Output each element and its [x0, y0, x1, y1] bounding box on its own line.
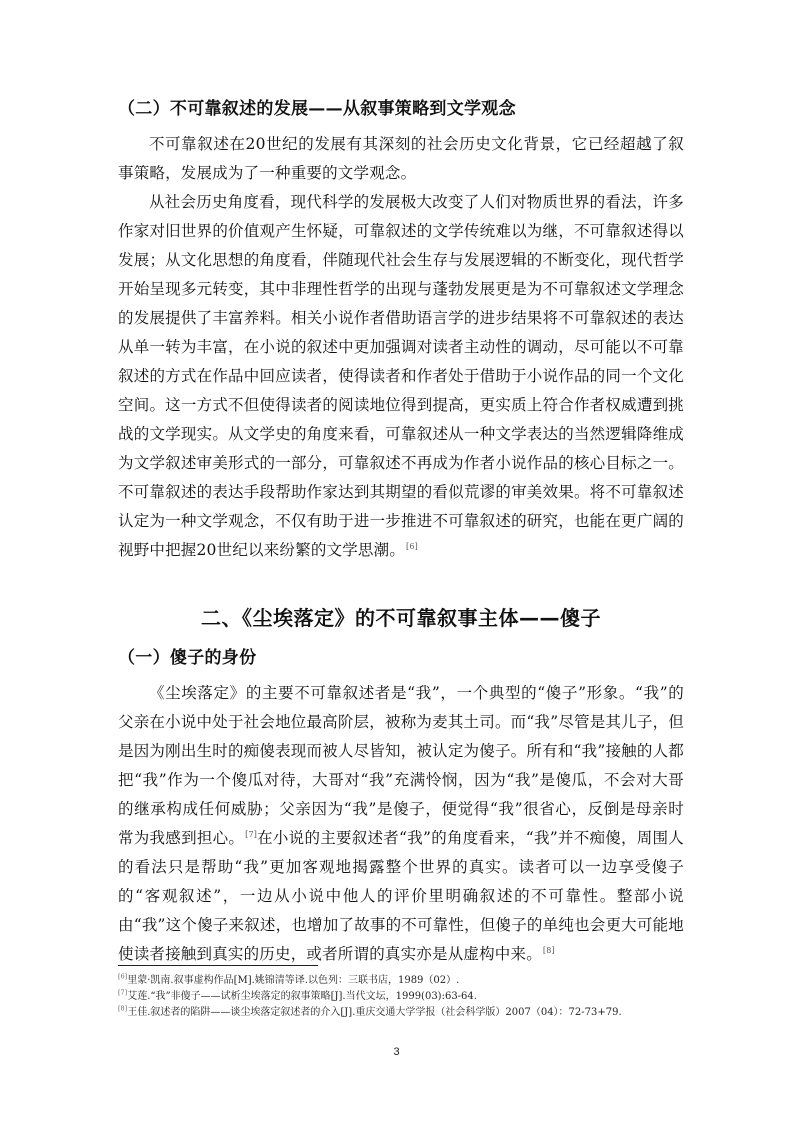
footnote-marker: [7] [118, 988, 128, 997]
citation-ref-8: [8] [542, 945, 555, 955]
citation-ref-7: [7] [245, 829, 258, 839]
citation-ref-6: [6] [406, 541, 418, 551]
paragraph-identity [118, 679, 684, 969]
footnote-divider [118, 965, 318, 966]
paragraph-identity-text-b: 在小说的主要叙述者“我”的角度看来，“我”并不痴傻，周围人的看法只是帮助“我”更加客观地揭露整个世界的真实。读者可以一边享受傻子的“客观叙述”，一边从小说中他人的评价里明确叙述的不可靠性。整部小说由“我”这个傻子来叙述，也增加了故事的不可靠性，但傻子的单纯也会更大可能地使读者接触到真实的历史，或者所谓的真实亦是从虚构中来。 [118, 829, 684, 963]
footnote-text: 王佳.叙述者的陷阱——谈尘埃落定叙述者的介入[J].重庆交通大学学报（社会科学版）2007（04）：72-73+79. [127, 1007, 622, 1018]
page-number: 3 [393, 1046, 400, 1058]
footnote-marker: [6] [118, 972, 128, 981]
footnote-marker: [8] [118, 1004, 128, 1013]
paragraph-intro: 不可靠叙述在20世纪的发展有其深刻的社会历史文化背景，它已经超越了叙事策略，发展成为了一种重要的文学观念。 [118, 135, 684, 182]
section-heading-development: （二）不可靠叙述的发展——从叙事策略到文学观念 [118, 99, 516, 119]
page-body [118, 96, 684, 969]
footnote-text: 艾莲.“我”非傻子——试析尘埃落定的叙事策略[J].当代文坛，1999(03):63-64. [127, 991, 477, 1002]
section-heading-identity: （一）傻子的身份 [118, 648, 257, 668]
footnote-item [118, 989, 678, 1005]
footnote-item [118, 1005, 678, 1021]
paragraph-background [118, 188, 684, 565]
footnote-item [118, 973, 678, 989]
footnotes [118, 973, 678, 1021]
paragraph-background-text: 从社会历史角度看，现代科学的发展极大改变了人们对物质世界的看法，许多作家对旧世界的价值观产生怀疑，可靠叙述的文学传统难以为继，不可靠叙述得以发展；从文化思想的角度看，伴随现代社会生存与发展逻辑的不断变化，现代哲学开始呈现多元转变，其中非理性哲学的出现与蓬勃发展更是为不可靠叙述文学理念的发展提供了丰富养料。相关小说作者借助语言学的进步结果将不可靠叙述的表达从单一转为丰富，在小说的叙述中更加强调对读者主动性的调动，尽可能以不可靠叙述的方式在作品中回应读者，使得读者和作者处于借助于小说作品的同一个文化空间。这一方式不但使得读者的阅读地位得到提高，更实质上符合作者权威遭到挑战的文学现实。从文学史的角度来看，可靠叙述从一种文学表达的当然逻辑降维成为文学叙述审美形式的一部分，可靠叙述不再成为作者小说作品的核心目标之一。不可靠叙述的表达手段帮助作家达到其期望的看似荒谬的审美效果。将不可靠叙述认定为一种文学观念，不仅有助于进一步推进不可靠叙述的研究，也能在更广阔的视野中把握20世纪以来纷繁的文学思潮。 [118, 193, 684, 559]
footnote-text: 里蒙·凯南.叙事虚构作品[M].姚锦清等译.以色列：三联书店，1989（02）. [127, 975, 460, 986]
paragraph-identity-text-a: 《尘埃落定》的主要不可靠叙述者是“我”，一个典型的“傻子”形象。“我”的父亲在小说中处于社会地位最高阶层，被称为麦其土司。而“我”尽管是其儿子，但是因为刚出生时的痴傻表现而被人尽皆知，被认定为傻子。所有和“我”接触的人都把“我”作为一个傻瓜对待，大哥对“我”充满怜悯，因为“我”是傻瓜，不会对大哥的继承构成任何威胁；父亲因为“我”是傻子，便觉得“我”很省心，反倒是母亲时常为我感到担心。 [118, 684, 684, 847]
chapter-heading: 二、《尘埃落定》的不可靠叙事主体——傻子 [201, 606, 601, 630]
